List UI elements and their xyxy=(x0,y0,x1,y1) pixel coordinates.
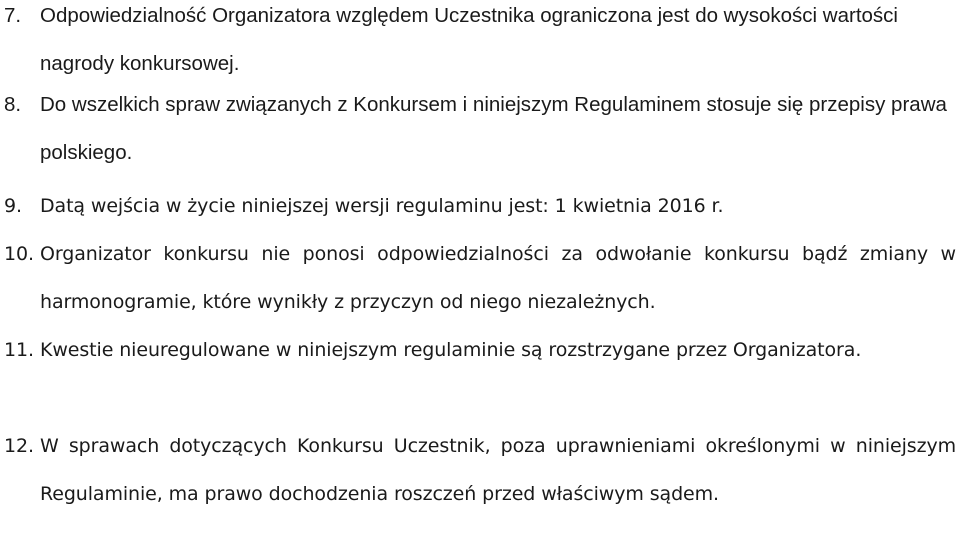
list-item xyxy=(4,326,956,374)
item-text: W sprawach dotyczących Konkursu Uczestnik, poza uprawnieniami określonymi w niniejszym Regulaminie, ma prawo dochodzenia roszczeń przed właściwym sądem. xyxy=(40,435,956,505)
list-item xyxy=(4,230,956,326)
item-number: 7. xyxy=(4,4,22,27)
list-item xyxy=(4,422,956,518)
item-number: 9. xyxy=(4,195,22,217)
item-number: 10. xyxy=(4,243,34,265)
item-number: 12. xyxy=(4,435,34,457)
item-number: 11. xyxy=(4,339,34,361)
item-text: Datą wejścia w życie niniejszej wersji regulaminu jest: 1 kwietnia 2016 r. xyxy=(40,195,724,217)
item-number: 8. xyxy=(4,93,22,116)
item-text: Kwestie nieuregulowane w niniejszym regulaminie są rozstrzygane przez Organizatora. xyxy=(40,339,862,361)
list-item xyxy=(4,182,956,230)
item-text: Odpowiedzialność Organizatora względem Uczestnika ograniczona jest do wysokości wartości nagrody konkursowej. xyxy=(40,4,898,75)
item-text: Do wszelkich spraw związanych z Konkursem i niniejszym Regulaminem stosuje się przepisy prawa polskiego. xyxy=(40,93,947,164)
item-text: Organizator konkursu nie ponosi odpowiedzialności za odwołanie konkursu bądź zmiany w harmonogramie, które wynikły z przyczyn od niego niezależnych. xyxy=(40,243,956,313)
list-item xyxy=(4,0,956,88)
list-item xyxy=(4,81,956,177)
